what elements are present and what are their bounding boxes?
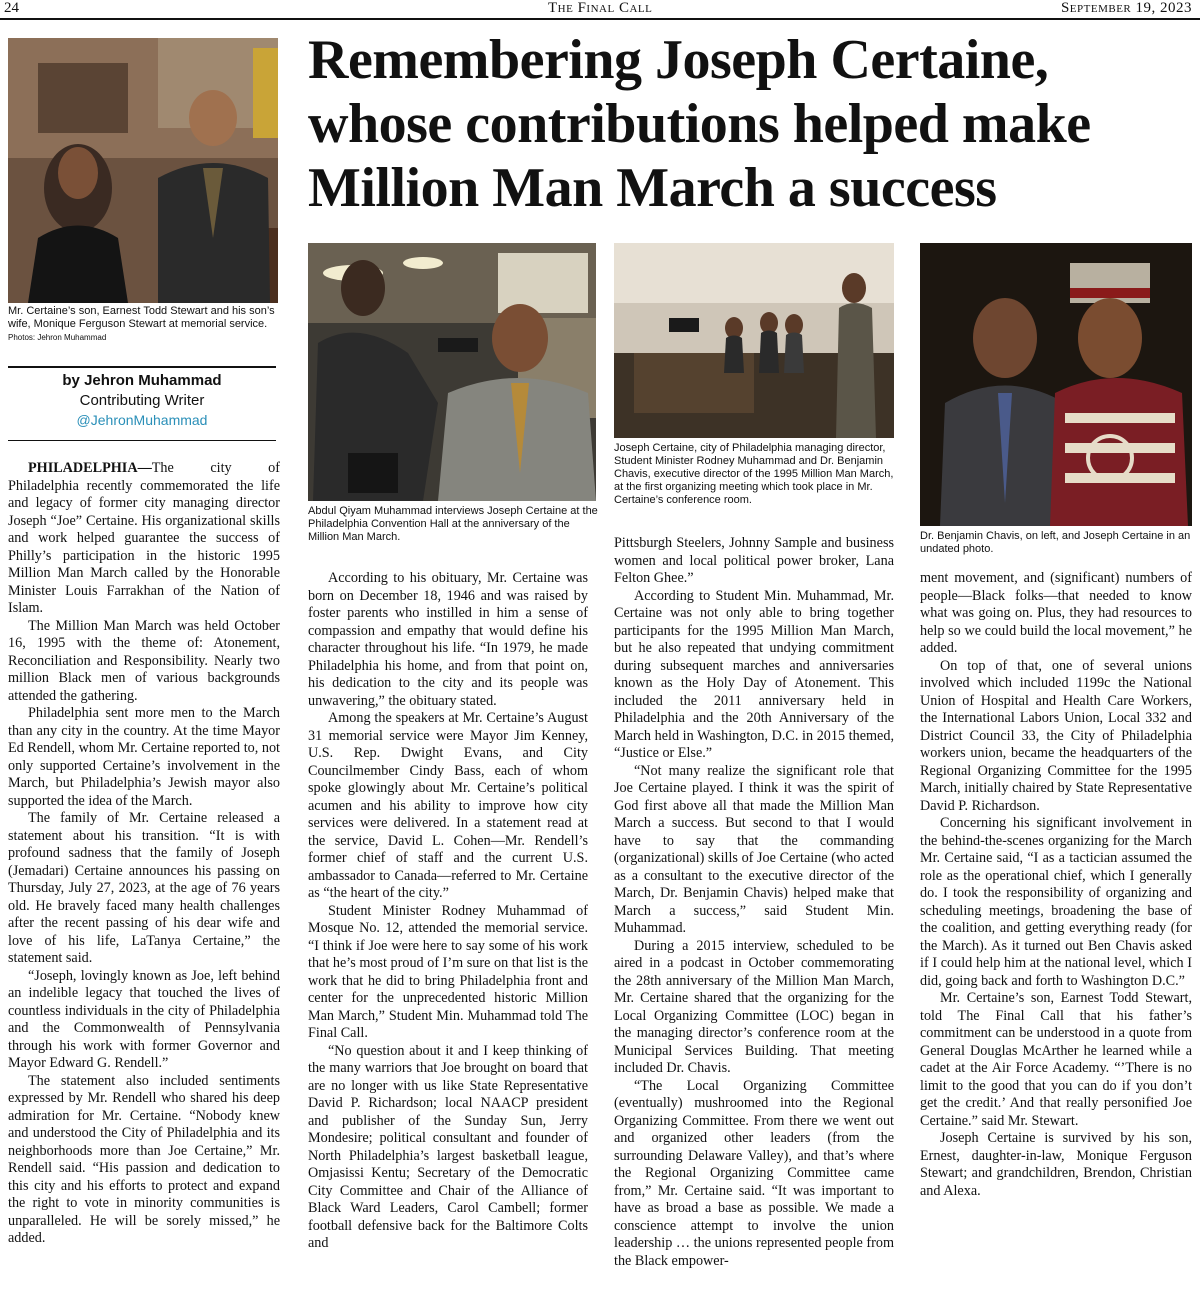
dateline: PHILADELPHIA— xyxy=(28,460,152,476)
photo-conference-room xyxy=(614,243,894,438)
col4-paragraph-0: ment movement, and (significant) numbers of people—Black folks—that needed to know what was going on. Plus, they had resources to help so we could build the local movement,” he added. xyxy=(920,570,1192,656)
photo1-caption xyxy=(8,305,280,344)
col4-paragraph-2: Concerning his significant involvement in the behind-the-scenes organizing for the March Mr. Certaine said, “I as a tactician assumed the role as the operational chief, which I generally do. I took the responsibility of organizing and scheduling meetings, broadening the base of the coalition, and getting everything ready (for the March). As it turned out Ben Chavis asked if I could help him at the national level, which I did, going back and forth to Washington D.C.” xyxy=(920,815,1192,989)
col3-paragraph-3: During a 2015 interview, scheduled to be aired in a podcast in October commemorating the 28th anniversary of the Million Man March, Mr. Certaine shared that the organizing for the Local Organizing Committee (LOC) began in the managing director’s conference room at the Municipal Services Building. That meeting included Dr. Chavis. xyxy=(614,937,894,1076)
photo-memorial-service xyxy=(8,38,278,303)
byline-rule xyxy=(8,366,276,368)
byline-author: by Jehron Muhammad xyxy=(62,372,222,389)
col1-paragraph-5: “Joseph, lovingly known as Joe, left behind an indelible legacy that touched the lives of countless individuals in the city of Philadelphia and the Commonwealth of Pennsylvania through his work with former Governor and Mayor Edward G. Rendell.” xyxy=(8,967,280,1071)
article-column-2 xyxy=(308,570,588,1253)
photo-chavis-certaine xyxy=(920,243,1192,526)
article-column-4 xyxy=(920,570,1192,1200)
col3-paragraph-0: Pittsburgh Steelers, Johnny Sample and business women and local political power broker, Lana Felton Ghee.” xyxy=(614,535,894,586)
headline: Remembering Joseph Certaine, whose contributions helped make Million Man March a success xyxy=(308,29,1091,219)
col2-paragraph-3: Student Minister Rodney Muhammad of Mosque No. 12, attended the memorial service. “I think if Joe were here to say some of his work that he’s most proud of I’m sure on that list is the work that he did to bring Philadelphia front and center for the unprecedented historic Million Man March,” Student Min. Muhammad told The Final Call. xyxy=(308,902,588,1041)
col3-paragraph-4: “The Local Organizing Committee (eventually) mushroomed into the Regional Organizing Committee. From there we went out and organized other leaders (from the surrounding Delaware Valley), and that’s where the Regional Organizing Committee came from,” Mr. Certaine said. “It was important to have as broad a base as possible. We made a conscience attempt to involve the union leadership … the unions represented people from the Black empower- xyxy=(614,1077,894,1269)
col2-paragraph-2: Among the speakers at Mr. Certaine’s August 31 memorial service were Mayor Jim Kenney, U.S. Rep. Dwight Evans, and City Councilmember Cindy Bass, each of whom spoke glowingly about Mr. Certaine’s political acumen and his ability to improve how city services were delivered. In a statement read at the service, David L. Cohen—Mr. Rendell’s former chief of staff and the current U.S. ambassador to Canada—referred to Mr. Certaine as “the heart of the city.” xyxy=(308,710,588,901)
col3-paragraph-2: “Not many realize the significant role that Joe Certaine played. I think it was the spirit of God first above all that made the Million Man March a success. But second to that I would have to say that the commanding (organizational) skills of Joe Certaine (who acted as a consultant to the executive director of the March, Dr. Benjamin Chavis) helped make that March a success,” said Student Min. Muhammad. xyxy=(614,762,894,936)
issue-date: September 19, 2023 xyxy=(1060,0,1192,16)
page-number: 24 xyxy=(4,0,19,16)
col2-paragraph-1: According to his obituary, Mr. Certaine was born on December 18, 1946 and was raised by foster parents who instilled in him a sense of compassion and empathy that would define his character throughout his life. “In 1979, he made Philadelphia his home, and from that point on, his dedication to the city and its people was unwavering,” the obituary stated. xyxy=(308,570,588,709)
photo-interview xyxy=(308,243,596,501)
byline-handle[interactable]: @JehronMuhammad xyxy=(76,412,208,428)
photo3-caption: Joseph Certaine, city of Philadelphia managing director, Student Minister Rodney Muhammad and Dr. Benjamin Chavis, executive director of the 1995 Million Man March, at the first organizing meeting which took place in Mr. Certaine’s conference room. xyxy=(614,442,894,506)
col3-paragraph-1: According to Student Min. Muhammad, Mr. Certaine was not only able to bring together participants for the 1995 Million Man March, but he also repeated that undying commitment during subsequent marches and anniversaries known as the Holy Day of Atonement. This included the 2011 anniversary held in Philadelphia and the 20th Anniversary of the March held in Washington, D.C. in 2015 themed, “Justice or Else.” xyxy=(614,587,894,761)
col1-paragraph-1: The city of Philadelphia recently commemorated the life and legacy of former city managing director Joseph “Joe” Certaine. His organizational skills and work helped guarantee the success of Philly’s participation in the historic 1995 Million Man March called by the Honorable Minister Louis Farrakhan of the Nation of Islam. xyxy=(8,460,280,616)
photo2-caption: Abdul Qiyam Muhammad interviews Joseph Certaine at the Philadelphia Convention Hall at the anniversary of the Million Man March. xyxy=(308,505,598,543)
byline-bottom-rule xyxy=(8,440,276,441)
col4-paragraph-1: On top of that, one of several unions involved which included 1199c the National Union of Hospital and Health Care Workers, the International Labors Union, Local 332 and District Council 33, the City of Philadelphia workers union, became the headquarters of the Regional Organizing Committee for the 1995 March, initially chaired by State Representative David P. Richardson. xyxy=(920,657,1192,814)
col4-paragraph-4: Joseph Certaine is survived by his son, Ernest, daughter-in-law, Monique Ferguson Stewart; and grandchildren, Brendon, Christian and Alexa. xyxy=(920,1130,1192,1199)
col2-paragraph-4: “No question about it and I keep thinking of the many warriors that Joe brought on board that are no longer with us like State Representative David P. Richardson; local NAACP president and publisher of the Sunday Sun, Jerry Mondesire; political consultant and founder of North Philadelphia’s largest basketball league, Omjasissi Kentu; Secretary of the Democratic City Committee and Chair of the Alliance of Black Ward Leaders, Carol Cambell; former football defensive back for the Baltimore Colts and xyxy=(308,1042,588,1251)
byline-role: Contributing Writer xyxy=(79,392,205,409)
col1-paragraph-2: The Million Man March was held October 16, 1995 with the theme of: Atonement, Reconciliation and Responsibility. Nearly two million Black men of various backgrounds attended the gathering. xyxy=(8,617,280,704)
article-column-1 xyxy=(8,460,280,1248)
col1-paragraph-4: The family of Mr. Certaine released a statement about his transition. “It is with profound sadness that the family of Joseph (Jemadari) Certaine announces his passing on Thursday, July 27, 2023, at the age of 76 years old. He bravely faced many health challenges after the recent passing of his dear wife and love of his life, LaTanya Certaine,” the statement said. xyxy=(8,810,280,966)
col1-paragraph-3: Philadelphia sent more men to the March than any city in the country. At the time Mayor Ed Rendell, whom Mr. Certaine reported to, not only supported Certaine’s involvement in the March, but Philadelphia’s Jewish mayor also supported the idea of the March. xyxy=(8,705,280,809)
article-column-3 xyxy=(614,535,894,1270)
col1-paragraph-6: The statement also included sentiments expressed by Mr. Rendell who shared his deep admiration for Mr. Certaine. “Nobody knew and understood the City of Philadelphia and its neighborhoods more than Joe Certaine,” Mr. Rendell said. “His passion and dedication to this city and his efforts to protect and expand the right to vote in minority communities is unparalleled. He will be sorely missed,” he added. xyxy=(8,1072,280,1246)
photo4-caption: Dr. Benjamin Chavis, on left, and Joseph Certaine in an undated photo. xyxy=(920,530,1191,555)
photo1-caption-text: Mr. Certaine’s son, Earnest Todd Stewart and his son’s wife, Monique Ferguson Stewart at memorial service. xyxy=(8,305,275,330)
col4-paragraph-3: Mr. Certaine’s son, Earnest Todd Stewart, told The Final Call that his father’s commitment can be understood in a quote from General Douglas McArther he learned while a cadet at the Air Force Academy. “’There is no limit to the good that you can do if you don’t get the credit.’ And that really personified Joe Certaine.” said Mr. Stewart. xyxy=(920,990,1192,1129)
photo1-credit: Photos: Jehron Muhammad xyxy=(8,333,107,342)
publication-name: The Final Call xyxy=(548,0,653,16)
header-rule xyxy=(0,18,1200,20)
